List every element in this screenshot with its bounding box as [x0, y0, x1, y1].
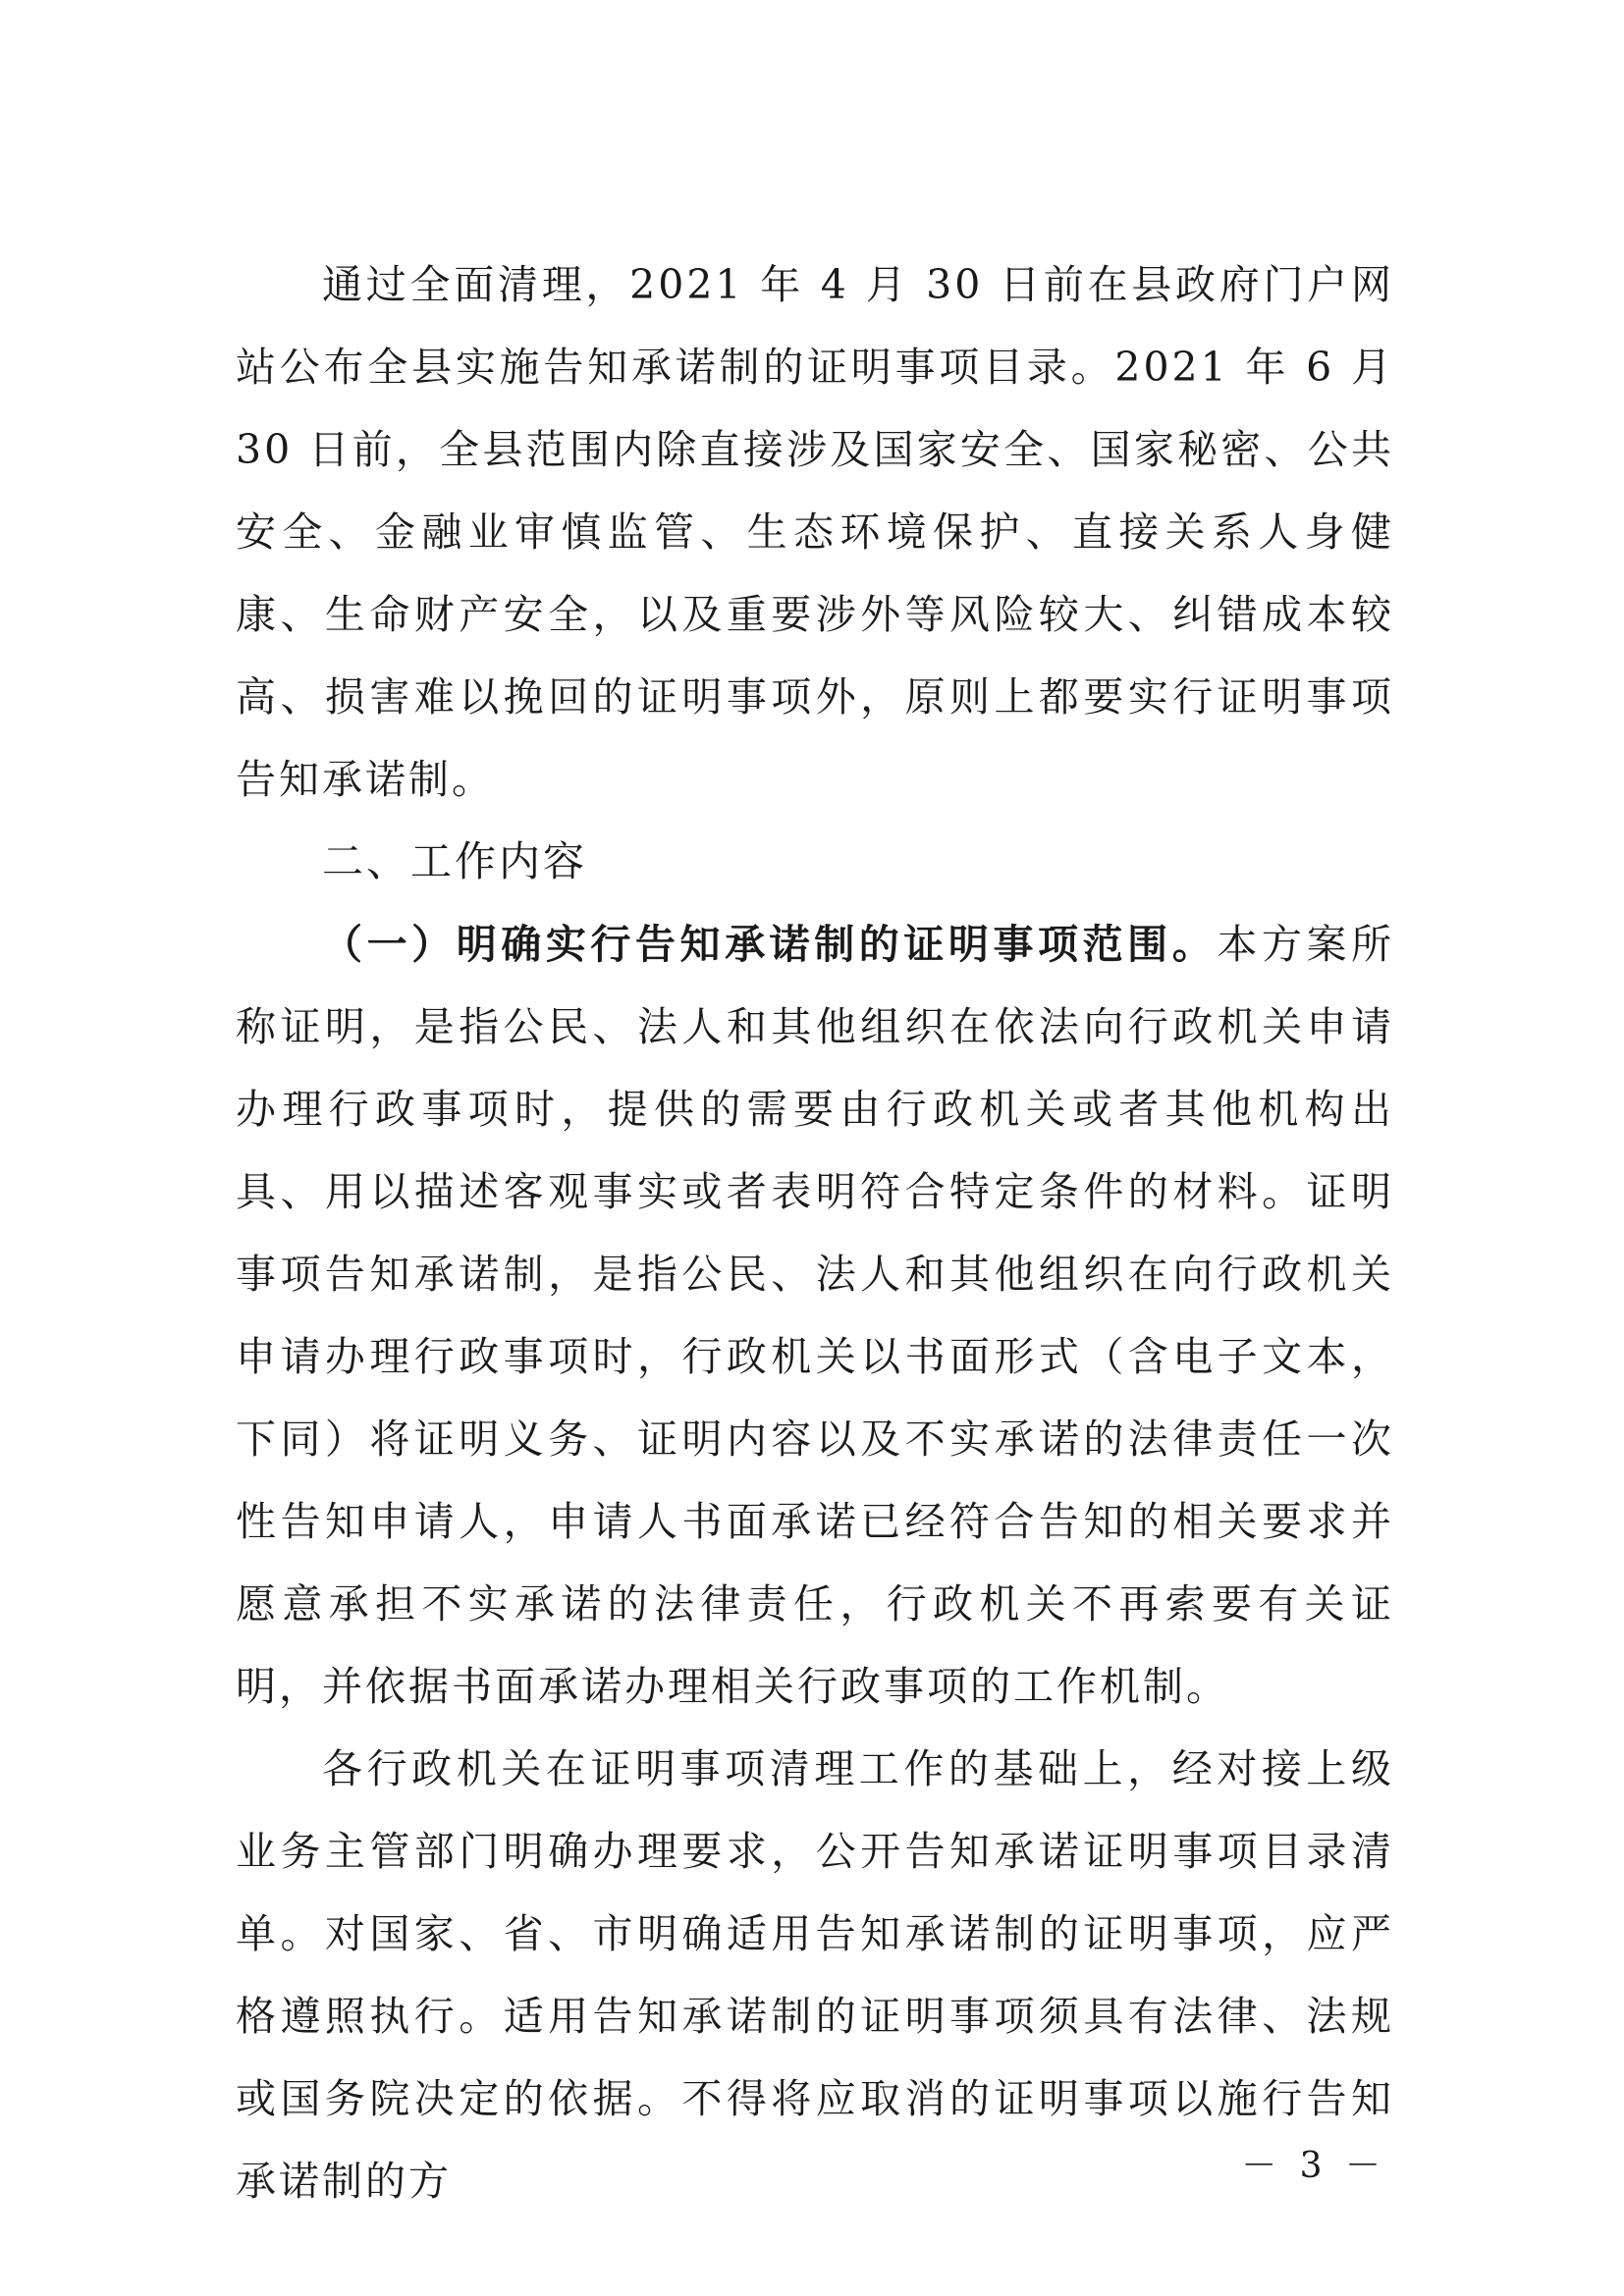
page-number: － 3 －	[1241, 2146, 1386, 2186]
paragraph-timeline: 通过全面清理，2021 年 4 月 30 日前在县政府门户网站公布全县实施告知承诺制的证明事项目录。2021 年 6 月 30 日前，全县范围内除直接涉及国家安全、国家秘密、公共安全、金融业审慎监管、生态环境保护、直接关系人身健康、生命财产安全，以及重要涉外等风险较大、纠错成本较高、损害难以挽回的证明事项外，原则上都要实行证明事项告知承诺制。	[236, 261, 1394, 803]
paragraph-scope	[236, 903, 1394, 1728]
paragraph-agencies: 各行政机关在证明事项清理工作的基础上，经对接上级业务主管部门明确办理要求，公开告知承诺证明事项目录清单。对国家、省、市明确适用告知承诺制的证明事项，应严格遵照执行。适用告知承诺制的证明事项须具有法律、法规或国务院决定的依据。不得将应取消的证明事项以施行告知承诺制的方	[236, 1745, 1394, 2205]
document-body	[236, 243, 1394, 2222]
section-heading-work-content: 二、工作内容	[322, 837, 588, 885]
subsection-heading-scope: （一）明确实行告知承诺制的证明事项范围。	[322, 921, 1218, 968]
paragraph-scope-text: 本方案所称证明，是指公民、法人和其他组织在依法向行政机关申请办理行政事项时，提供的需要由行政机关或者其他机构出具、用以描述客观事实或者表明符合特定条件的材料。证明事项告知承诺制，是指公民、法人和其他组织在向行政机关申请办理行政事项时，行政机关以书面形式（含电子文本，下同）将证明义务、证明内容以及不实承诺的法律责任一次性告知申请人，申请人书面承诺已经符合告知的相关要求并愿意承担不实承诺的法律责任，行政机关不再索要有关证明，并依据书面承诺办理相关行政事项的工作机制。	[236, 921, 1395, 1710]
